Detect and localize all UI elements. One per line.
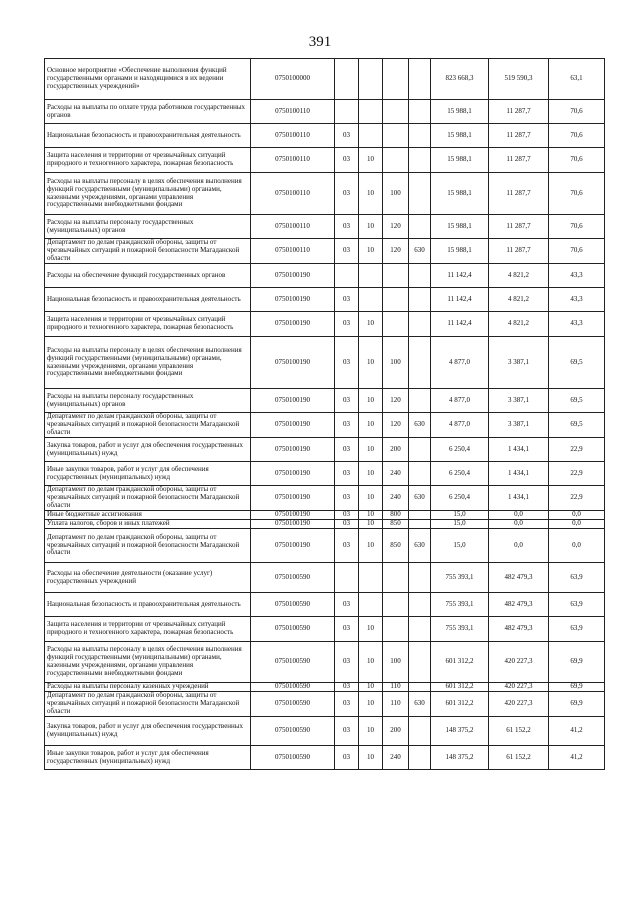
row-csr-code: 0750100590 [251, 683, 335, 692]
row-name: Департамент по делам гражданской обороны, защиты от чрезвычайных ситуаций и пожарной безопасности Магаданской области [45, 239, 251, 264]
row-actual-amount: 1 434,1 [489, 462, 549, 486]
row-subsection-code [359, 563, 383, 593]
row-csr-code: 0750100190 [251, 312, 335, 337]
row-actual-amount: 11 287,7 [489, 173, 549, 215]
row-percent: 22,9 [549, 486, 605, 511]
row-csr-code: 0750100590 [251, 692, 335, 717]
row-name: Расходы на выплаты персоналу государственных (муниципальных) органов [45, 215, 251, 239]
row-section-code: 03 [335, 173, 359, 215]
row-subsection-code: 10 [359, 337, 383, 389]
row-expense-type-code: 120 [383, 389, 409, 413]
row-section-code: 03 [335, 529, 359, 563]
row-actual-amount: 0,0 [489, 511, 549, 520]
row-section-code: 03 [335, 717, 359, 746]
row-percent: 70,6 [549, 215, 605, 239]
row-subsection-code [359, 100, 383, 124]
row-actual-amount: 3 387,1 [489, 389, 549, 413]
table-row [45, 264, 605, 288]
row-section-code: 03 [335, 520, 359, 529]
table-row [45, 100, 605, 124]
row-administrator-code [409, 462, 431, 486]
row-section-code: 03 [335, 438, 359, 462]
row-actual-amount: 61 152,2 [489, 717, 549, 746]
row-percent: 70,6 [549, 124, 605, 148]
row-plan-amount: 755 393,1 [431, 563, 489, 593]
table-row [45, 337, 605, 389]
row-administrator-code [409, 389, 431, 413]
table-row [45, 389, 605, 413]
row-subsection-code: 10 [359, 389, 383, 413]
row-name: Иные закупки товаров, работ и услуг для обеспечения государственных (муниципальных) нужд [45, 462, 251, 486]
row-administrator-code [409, 124, 431, 148]
row-expense-type-code: 240 [383, 462, 409, 486]
row-section-code: 03 [335, 486, 359, 511]
row-plan-amount: 4 877,0 [431, 389, 489, 413]
row-csr-code: 0750100590 [251, 617, 335, 642]
row-actual-amount: 420 227,3 [489, 642, 549, 683]
row-percent: 70,6 [549, 148, 605, 173]
row-plan-amount: 755 393,1 [431, 593, 489, 617]
row-csr-code: 0750100590 [251, 717, 335, 746]
table-row [45, 124, 605, 148]
table-row [45, 642, 605, 683]
row-percent: 0,0 [549, 511, 605, 520]
row-name: Департамент по делам гражданской обороны, защиты от чрезвычайных ситуаций и пожарной безопасности Магаданской области [45, 529, 251, 563]
row-administrator-code [409, 264, 431, 288]
row-section-code: 03 [335, 692, 359, 717]
row-csr-code: 0750100190 [251, 462, 335, 486]
row-percent: 63,9 [549, 563, 605, 593]
row-name: Расходы на выплаты персоналу в целях обеспечения выполнения функций государственными (муниципальными) органами, казенными учреждениями, органами управления государственными внебюджетными фондами [45, 337, 251, 389]
row-percent: 63,1 [549, 59, 605, 100]
row-expense-type-code [383, 617, 409, 642]
table-row [45, 593, 605, 617]
row-name: Закупка товаров, работ и услуг для обеспечения государственных (муниципальных) нужд [45, 438, 251, 462]
row-plan-amount: 15 988,1 [431, 239, 489, 264]
row-actual-amount: 61 152,2 [489, 746, 549, 770]
row-administrator-code [409, 312, 431, 337]
row-csr-code: 0750100190 [251, 337, 335, 389]
row-section-code: 03 [335, 462, 359, 486]
row-expense-type-code: 100 [383, 337, 409, 389]
row-administrator-code: 630 [409, 486, 431, 511]
row-expense-type-code: 100 [383, 642, 409, 683]
row-csr-code: 0750100000 [251, 59, 335, 100]
row-administrator-code: 630 [409, 239, 431, 264]
row-administrator-code [409, 100, 431, 124]
row-percent: 41,2 [549, 746, 605, 770]
row-expense-type-code [383, 148, 409, 173]
row-administrator-code [409, 617, 431, 642]
row-expense-type-code: 110 [383, 692, 409, 717]
row-administrator-code: 630 [409, 692, 431, 717]
row-administrator-code [409, 288, 431, 312]
table-row [45, 520, 605, 529]
table-row [45, 148, 605, 173]
row-name: Основное мероприятие «Обеспечение выполнения функций государственными органами и находящимися в их ведении государственных учреждений» [45, 59, 251, 100]
row-administrator-code [409, 563, 431, 593]
table-row [45, 511, 605, 520]
row-name: Расходы на выплаты персоналу в целях обеспечения выполнения функций государственными (муниципальными) органами, казенными учреждениями, органами управления государственными внебюджетными фондами [45, 173, 251, 215]
row-subsection-code: 10 [359, 148, 383, 173]
row-plan-amount: 601 312,2 [431, 692, 489, 717]
table-row [45, 59, 605, 100]
row-actual-amount: 4 821,2 [489, 264, 549, 288]
row-administrator-code [409, 717, 431, 746]
row-section-code: 03 [335, 511, 359, 520]
row-administrator-code [409, 148, 431, 173]
row-section-code: 03 [335, 593, 359, 617]
row-expense-type-code [383, 312, 409, 337]
row-section-code: 03 [335, 683, 359, 692]
row-expense-type-code: 800 [383, 511, 409, 520]
row-actual-amount: 482 479,3 [489, 563, 549, 593]
row-expense-type-code [383, 563, 409, 593]
row-expense-type-code: 200 [383, 438, 409, 462]
row-actual-amount: 11 287,7 [489, 148, 549, 173]
row-section-code [335, 59, 359, 100]
row-expense-type-code: 240 [383, 486, 409, 511]
row-csr-code: 0750100190 [251, 529, 335, 563]
row-plan-amount: 15 988,1 [431, 100, 489, 124]
row-name: Расходы на выплаты по оплате труда работников государственных органов [45, 100, 251, 124]
row-plan-amount: 755 393,1 [431, 617, 489, 642]
table-row [45, 312, 605, 337]
row-subsection-code: 10 [359, 511, 383, 520]
row-actual-amount: 11 287,7 [489, 215, 549, 239]
row-percent: 69,5 [549, 389, 605, 413]
row-csr-code: 0750100590 [251, 563, 335, 593]
table-row [45, 717, 605, 746]
row-section-code: 03 [335, 148, 359, 173]
row-section-code: 03 [335, 215, 359, 239]
row-subsection-code: 10 [359, 239, 383, 264]
row-name: Расходы на выплаты персоналу государственных (муниципальных) органов [45, 389, 251, 413]
row-administrator-code [409, 511, 431, 520]
table-row [45, 529, 605, 563]
row-subsection-code: 10 [359, 215, 383, 239]
row-expense-type-code [383, 59, 409, 100]
row-section-code [335, 563, 359, 593]
row-subsection-code: 10 [359, 413, 383, 438]
row-name: Департамент по делам гражданской обороны, защиты от чрезвычайных ситуаций и пожарной безопасности Магаданской области [45, 692, 251, 717]
row-expense-type-code [383, 100, 409, 124]
row-name: Иные бюджетные ассигнования [45, 511, 251, 520]
row-administrator-code: 630 [409, 413, 431, 438]
row-expense-type-code: 850 [383, 520, 409, 529]
row-plan-amount: 15,0 [431, 511, 489, 520]
row-subsection-code [359, 264, 383, 288]
row-subsection-code: 10 [359, 683, 383, 692]
row-percent: 70,6 [549, 239, 605, 264]
row-percent: 0,0 [549, 529, 605, 563]
row-expense-type-code: 200 [383, 717, 409, 746]
table-row [45, 486, 605, 511]
row-expense-type-code [383, 593, 409, 617]
row-plan-amount: 601 312,2 [431, 683, 489, 692]
row-plan-amount: 4 877,0 [431, 413, 489, 438]
row-section-code: 03 [335, 413, 359, 438]
row-plan-amount: 4 877,0 [431, 337, 489, 389]
row-plan-amount: 15,0 [431, 520, 489, 529]
row-name: Защита населения и территории от чрезвычайных ситуаций природного и техногенного характера, пожарная безопасность [45, 617, 251, 642]
row-csr-code: 0750100190 [251, 413, 335, 438]
row-subsection-code: 10 [359, 717, 383, 746]
row-subsection-code: 10 [359, 438, 383, 462]
budget-table [44, 58, 605, 770]
row-administrator-code [409, 337, 431, 389]
row-actual-amount: 0,0 [489, 529, 549, 563]
row-administrator-code [409, 520, 431, 529]
table-row [45, 617, 605, 642]
row-plan-amount: 15 988,1 [431, 148, 489, 173]
table-row [45, 683, 605, 692]
row-actual-amount: 1 434,1 [489, 486, 549, 511]
row-percent: 69,5 [549, 337, 605, 389]
table-row [45, 215, 605, 239]
row-section-code: 03 [335, 617, 359, 642]
row-plan-amount: 15 988,1 [431, 173, 489, 215]
row-administrator-code [409, 173, 431, 215]
row-csr-code: 0750100190 [251, 389, 335, 413]
row-subsection-code [359, 59, 383, 100]
row-name: Уплата налогов, сборов и иных платежей [45, 520, 251, 529]
row-name: Департамент по делам гражданской обороны, защиты от чрезвычайных ситуаций и пожарной безопасности Магаданской области [45, 486, 251, 511]
row-plan-amount: 15 988,1 [431, 215, 489, 239]
row-percent: 22,9 [549, 462, 605, 486]
row-plan-amount: 6 250,4 [431, 486, 489, 511]
row-name: Национальная безопасность и правоохранительная деятельность [45, 593, 251, 617]
row-administrator-code: 630 [409, 529, 431, 563]
row-csr-code: 0750100110 [251, 148, 335, 173]
row-csr-code: 0750100190 [251, 264, 335, 288]
row-csr-code: 0750100190 [251, 438, 335, 462]
row-subsection-code: 10 [359, 746, 383, 770]
row-expense-type-code [383, 288, 409, 312]
table-row [45, 239, 605, 264]
row-subsection-code: 10 [359, 642, 383, 683]
row-actual-amount: 11 287,7 [489, 124, 549, 148]
row-percent: 63,9 [549, 593, 605, 617]
row-expense-type-code: 110 [383, 683, 409, 692]
row-section-code [335, 264, 359, 288]
row-actual-amount: 1 434,1 [489, 438, 549, 462]
row-percent: 63,9 [549, 617, 605, 642]
row-section-code: 03 [335, 312, 359, 337]
row-plan-amount: 6 250,4 [431, 438, 489, 462]
row-subsection-code: 10 [359, 173, 383, 215]
page-number: 391 [308, 34, 332, 50]
row-expense-type-code: 120 [383, 239, 409, 264]
row-percent: 70,6 [549, 100, 605, 124]
row-section-code: 03 [335, 642, 359, 683]
row-csr-code: 0750100590 [251, 746, 335, 770]
row-percent: 41,2 [549, 717, 605, 746]
row-percent: 69,9 [549, 683, 605, 692]
row-expense-type-code [383, 264, 409, 288]
row-name: Департамент по делам гражданской обороны, защиты от чрезвычайных ситуаций и пожарной безопасности Магаданской области [45, 413, 251, 438]
row-percent: 69,5 [549, 413, 605, 438]
row-csr-code: 0750100190 [251, 520, 335, 529]
table-row [45, 438, 605, 462]
row-plan-amount: 11 142,4 [431, 264, 489, 288]
row-administrator-code [409, 59, 431, 100]
row-name: Национальная безопасность и правоохранительная деятельность [45, 124, 251, 148]
row-name: Национальная безопасность и правоохранительная деятельность [45, 288, 251, 312]
row-actual-amount: 3 387,1 [489, 413, 549, 438]
row-name: Расходы на выплаты персоналу в целях обеспечения выполнения функций государственными (муниципальными) органами, казенными учреждениями, органами управления государственными внебюджетными фондами [45, 642, 251, 683]
table-row [45, 462, 605, 486]
row-section-code: 03 [335, 337, 359, 389]
table-row [45, 288, 605, 312]
row-actual-amount: 11 287,7 [489, 239, 549, 264]
row-subsection-code [359, 288, 383, 312]
row-percent: 69,9 [549, 642, 605, 683]
row-actual-amount: 4 821,2 [489, 288, 549, 312]
row-plan-amount: 148 375,2 [431, 746, 489, 770]
row-actual-amount: 482 479,3 [489, 617, 549, 642]
row-section-code [335, 100, 359, 124]
row-name: Защита населения и территории от чрезвычайных ситуаций природного и техногенного характера, пожарная безопасность [45, 148, 251, 173]
row-subsection-code [359, 593, 383, 617]
row-subsection-code: 10 [359, 486, 383, 511]
row-plan-amount: 15 988,1 [431, 124, 489, 148]
row-name: Иные закупки товаров, работ и услуг для обеспечения государственных (муниципальных) нужд [45, 746, 251, 770]
row-subsection-code: 10 [359, 520, 383, 529]
row-csr-code: 0750100110 [251, 239, 335, 264]
row-subsection-code: 10 [359, 462, 383, 486]
row-subsection-code: 10 [359, 692, 383, 717]
row-actual-amount: 4 821,2 [489, 312, 549, 337]
row-percent: 69,9 [549, 692, 605, 717]
row-section-code: 03 [335, 124, 359, 148]
row-subsection-code [359, 124, 383, 148]
row-expense-type-code: 240 [383, 746, 409, 770]
row-plan-amount: 11 142,4 [431, 312, 489, 337]
row-expense-type-code [383, 124, 409, 148]
row-administrator-code [409, 438, 431, 462]
row-csr-code: 0750100190 [251, 288, 335, 312]
row-plan-amount: 6 250,4 [431, 462, 489, 486]
row-csr-code: 0750100110 [251, 215, 335, 239]
row-csr-code: 0750100110 [251, 124, 335, 148]
row-subsection-code: 10 [359, 312, 383, 337]
row-administrator-code [409, 746, 431, 770]
row-expense-type-code: 850 [383, 529, 409, 563]
row-administrator-code [409, 683, 431, 692]
table-row [45, 173, 605, 215]
row-administrator-code [409, 642, 431, 683]
row-name: Защита населения и территории от чрезвычайных ситуаций природного и техногенного характера, пожарная безопасность [45, 312, 251, 337]
row-subsection-code: 10 [359, 529, 383, 563]
table-row [45, 746, 605, 770]
row-administrator-code [409, 593, 431, 617]
row-csr-code: 0750100190 [251, 486, 335, 511]
row-csr-code: 0750100110 [251, 173, 335, 215]
row-expense-type-code: 100 [383, 173, 409, 215]
row-csr-code: 0750100190 [251, 511, 335, 520]
row-plan-amount: 823 668,3 [431, 59, 489, 100]
row-percent: 0,0 [549, 520, 605, 529]
row-administrator-code [409, 215, 431, 239]
row-percent: 43,3 [549, 312, 605, 337]
row-expense-type-code: 120 [383, 413, 409, 438]
table-row [45, 692, 605, 717]
row-percent: 22,9 [549, 438, 605, 462]
row-actual-amount: 420 227,3 [489, 692, 549, 717]
row-csr-code: 0750100590 [251, 642, 335, 683]
row-section-code: 03 [335, 239, 359, 264]
row-plan-amount: 601 312,2 [431, 642, 489, 683]
row-section-code: 03 [335, 746, 359, 770]
row-actual-amount: 11 287,7 [489, 100, 549, 124]
row-percent: 70,6 [549, 173, 605, 215]
row-expense-type-code: 120 [383, 215, 409, 239]
row-subsection-code: 10 [359, 617, 383, 642]
row-section-code: 03 [335, 288, 359, 312]
row-actual-amount: 482 479,3 [489, 593, 549, 617]
row-plan-amount: 148 375,2 [431, 717, 489, 746]
table-row [45, 563, 605, 593]
row-actual-amount: 0,0 [489, 520, 549, 529]
row-name: Расходы на выплаты персоналу казенных учреждений [45, 683, 251, 692]
budget-table-body [45, 59, 605, 770]
row-csr-code: 0750100110 [251, 100, 335, 124]
row-percent: 43,3 [549, 264, 605, 288]
table-row [45, 413, 605, 438]
row-csr-code: 0750100590 [251, 593, 335, 617]
row-actual-amount: 3 387,1 [489, 337, 549, 389]
row-name: Расходы на обеспечение деятельности (оказание услуг) государственных учреждений [45, 563, 251, 593]
row-percent: 43,3 [549, 288, 605, 312]
row-name: Закупка товаров, работ и услуг для обеспечения государственных (муниципальных) нужд [45, 717, 251, 746]
row-name: Расходы на обеспечение функций государственных органов [45, 264, 251, 288]
row-section-code: 03 [335, 389, 359, 413]
row-plan-amount: 15,0 [431, 529, 489, 563]
row-actual-amount: 420 227,3 [489, 683, 549, 692]
row-plan-amount: 11 142,4 [431, 288, 489, 312]
row-actual-amount: 519 590,3 [489, 59, 549, 100]
